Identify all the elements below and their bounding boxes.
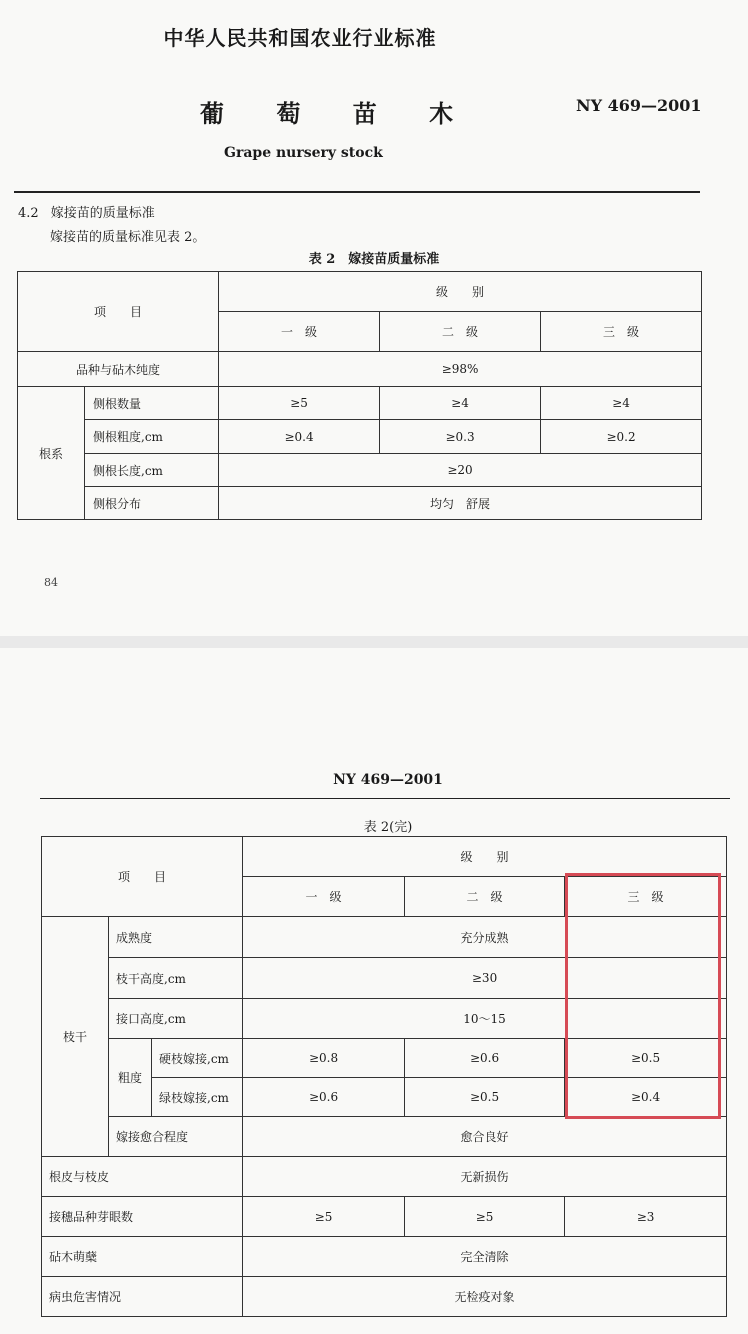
thickness-label: 粗度 <box>109 1039 152 1117</box>
table-cell: ≥20 <box>219 454 702 487</box>
table-cell: ≥5 <box>243 1197 405 1237</box>
table-cell: ≥4 <box>541 387 702 420</box>
grade-3-header: 三 级 <box>541 312 702 352</box>
table-cell: ≥0.5 <box>565 1039 727 1078</box>
table-row-label: 病虫危害情况 <box>42 1277 243 1317</box>
root-system-label: 根系 <box>18 387 85 520</box>
table-row-label: 硬枝嫁接,cm <box>152 1039 243 1078</box>
table-header-grade: 级 别 <box>219 272 702 312</box>
english-title: Grape nursery stock <box>224 145 383 161</box>
quality-table-part1 <box>17 271 702 520</box>
purity-label: 品种与砧木纯度 <box>18 352 219 387</box>
table-cell: 无新损伤 <box>243 1157 727 1197</box>
table-cell: ≥5 <box>405 1197 565 1237</box>
table-cell: 10～15 <box>243 999 727 1039</box>
table-cell: ≥3 <box>565 1197 727 1237</box>
document-page-1 <box>0 0 748 636</box>
running-header-code: NY 469—2001 <box>333 772 443 788</box>
table-cell: ≥30 <box>243 958 727 999</box>
table-row-label: 接口高度,cm <box>109 999 243 1039</box>
grade-3-header: 三 级 <box>565 877 727 917</box>
section-number: 4.2 <box>18 206 39 221</box>
table-row-label: 侧根数量 <box>85 387 219 420</box>
section-text: 嫁接苗的质量标准见表 2。 <box>50 230 206 245</box>
table-row-label: 砧木萌蘖 <box>42 1237 243 1277</box>
running-header-rule <box>40 798 730 799</box>
table-cell: ≥0.6 <box>243 1078 405 1117</box>
table-header-grade: 级 别 <box>243 837 727 877</box>
table-cell: ≥0.4 <box>219 420 380 454</box>
table-row-label: 根皮与枝皮 <box>42 1157 243 1197</box>
standard-code: NY 469—2001 <box>576 96 702 115</box>
table-row-label: 枝干高度,cm <box>109 958 243 999</box>
grade-2-header: 二 级 <box>405 877 565 917</box>
trunk-label: 枝干 <box>42 917 109 1157</box>
grade-1-header: 一 级 <box>243 877 405 917</box>
section-heading <box>18 202 155 221</box>
table-cell: ≥0.2 <box>541 420 702 454</box>
table-caption: 表 2(完) <box>363 820 413 835</box>
table-row-label: 侧根分布 <box>85 487 219 520</box>
table-cell: ≥5 <box>219 387 380 420</box>
table-row-label: 接穗品种芽眼数 <box>42 1197 243 1237</box>
purity-value: ≥98% <box>219 352 702 387</box>
table-row-label: 绿枝嫁接,cm <box>152 1078 243 1117</box>
table-cell: 完全清除 <box>243 1237 727 1277</box>
table-cell: ≥0.3 <box>380 420 541 454</box>
table-header-item: 项 目 <box>18 272 219 352</box>
table-row-label: 成熟度 <box>109 917 243 958</box>
section-title: 嫁接苗的质量标准 <box>50 206 155 221</box>
table-cell: ≥0.5 <box>405 1078 565 1117</box>
table-cell: ≥0.6 <box>405 1039 565 1078</box>
document-title: 葡 萄 苗 木 <box>200 99 476 128</box>
table-header-item: 项 目 <box>42 837 243 917</box>
standard-title: 中华人民共和国农业行业标准 <box>163 26 437 50</box>
table-row-label: 侧根粗度,cm <box>85 420 219 454</box>
table-cell: ≥0.8 <box>243 1039 405 1078</box>
table-row-label: 侧根长度,cm <box>85 454 219 487</box>
grade-3-highlight-box <box>565 873 721 1119</box>
table-cell: 愈合良好 <box>243 1117 727 1157</box>
page-number: 84 <box>44 576 58 589</box>
table-cell: ≥4 <box>380 387 541 420</box>
table-cell: 均匀 舒展 <box>219 487 702 520</box>
grade-1-header: 一 级 <box>219 312 380 352</box>
table-cell: ≥0.4 <box>565 1078 727 1117</box>
table-caption: 表 2 嫁接苗质量标准 <box>308 252 440 267</box>
grade-2-header: 二 级 <box>380 312 541 352</box>
table-cell: 充分成熟 <box>243 917 727 958</box>
page-separator <box>0 636 748 648</box>
header-rule <box>14 191 700 193</box>
table-cell: 无检疫对象 <box>243 1277 727 1317</box>
table-row-label: 嫁接愈合程度 <box>109 1117 243 1157</box>
